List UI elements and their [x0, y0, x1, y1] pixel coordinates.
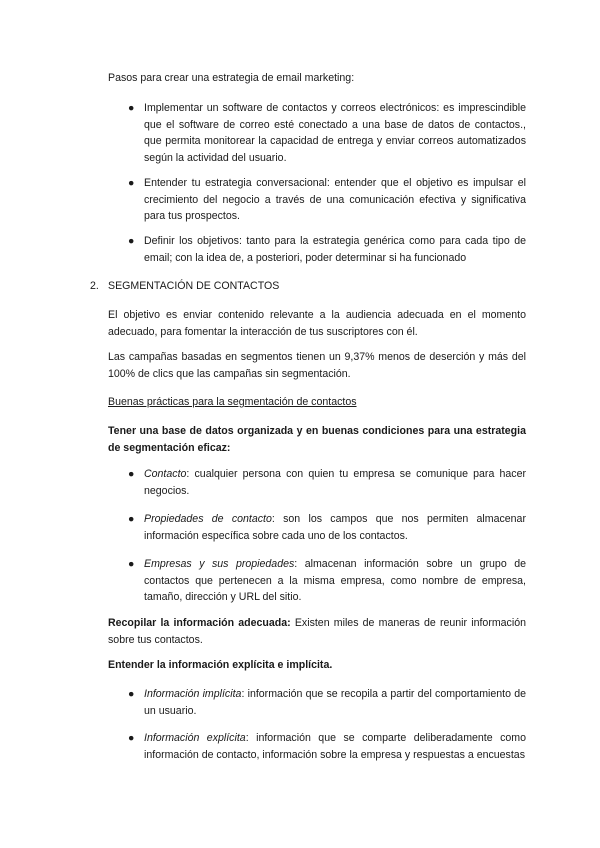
- bullet-icon: ●: [128, 235, 135, 247]
- bullet-icon: ●: [128, 558, 135, 570]
- item-description: : información que se comparte deliberadamente como información de contacto, información sobre la empresa y respuestas a encuestas: [144, 732, 527, 761]
- bullet-icon: ●: [128, 732, 135, 744]
- item-text: [144, 511, 526, 544]
- bullet-icon: ●: [128, 177, 135, 189]
- item-term: Propiedades de contacto: [144, 513, 272, 525]
- bullet-icon: ●: [128, 688, 135, 700]
- recopilar-label: Recopilar la información adecuada:: [108, 617, 291, 629]
- database-heading: Tener una base de datos organizada y en buenas condiciones para una estrategia de segmentación eficaz:: [108, 425, 526, 454]
- intro-text: Pasos para crear una estrategia de email marketing:: [108, 72, 355, 84]
- item-description: : almacenan información sobre un grupo de contactos que pertenecen a la misma empresa, como nombre de empresa, tamaño, dirección y URL del sitio.: [144, 558, 526, 603]
- item-term: Empresas y sus propiedades: [144, 558, 295, 570]
- bullet-icon: ●: [128, 513, 135, 525]
- item-description: : información que se recopila a partir del comportamiento de un usuario.: [144, 688, 526, 717]
- step-text: Implementar un software de contactos y correos electrónicos: es imprescindible que el software de correo esté conectado a una base de datos de contactos., que permita monitorear la capacidad de entrega y enviar correos automatizados según la actividad del usuario.: [144, 102, 526, 164]
- recopilar-text: Existen miles de maneras de reunir información sobre tus contactos.: [108, 617, 526, 646]
- bullet-icon: ●: [128, 102, 135, 114]
- section-number: 2.: [90, 280, 99, 292]
- item-text: [144, 730, 526, 763]
- section-para-stats: Las campañas basadas en segmentos tienen un 9,37% menos de deserción y más del 100% de clics que las campañas sin segmentación.: [108, 351, 526, 380]
- bullet-icon: ●: [128, 468, 135, 480]
- practices-heading: Buenas prácticas para la segmentación de contactos: [108, 396, 357, 408]
- section-para-objective: El objetivo es enviar contenido relevante a la audiencia adecuada en el momento adecuado, para fomentar la interacción de tus suscriptores con él.: [108, 309, 526, 338]
- step-text: Definir los objetivos: tanto para la estrategia genérica como para cada tipo de email; con la idea de, a posteriori, poder determinar si ha funcionado: [144, 235, 526, 264]
- item-term: Información implícita: [144, 688, 242, 700]
- explicit-implicit-heading: Entender la información explícita e implícita.: [108, 659, 333, 671]
- section-title: SEGMENTACIÓN DE CONTACTOS: [108, 280, 280, 292]
- item-text: [144, 466, 526, 499]
- item-term: Contacto: [144, 468, 187, 480]
- item-description: : son los campos que nos permiten almacenar información específica sobre cada uno de los contactos.: [144, 513, 526, 542]
- item-term: Información explícita: [144, 732, 246, 744]
- item-text: [144, 556, 526, 606]
- recopilar-para: [108, 615, 526, 648]
- item-text: [144, 686, 526, 719]
- step-text: Entender tu estrategia conversacional: entender que el objetivo es impulsar el crecimiento del negocio a través de una comunicación efectiva y significativa para tus prospectos.: [144, 177, 526, 222]
- item-description: : cualquier persona con quien tu empresa se comunique para hacer negocios.: [144, 468, 526, 497]
